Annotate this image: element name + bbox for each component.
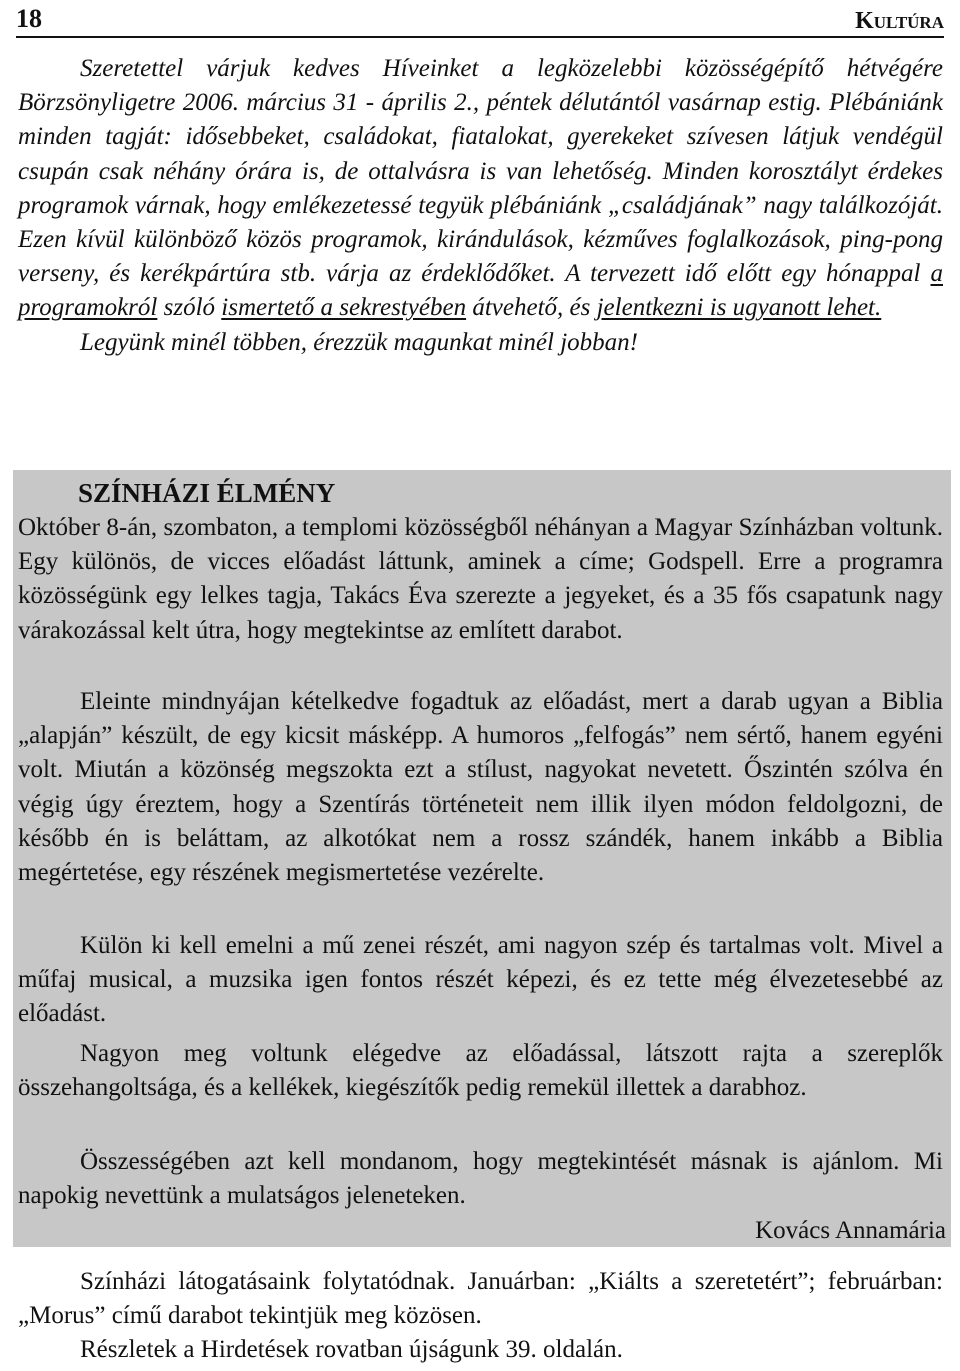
announcement-text-1: Szeretettel várjuk kedves Híveinket a legközelebbi közösségépítő hétvégére Börzsönyligetre 2006. március 31 - április 2., péntek délutántól vasárnap estig. Plébániánk minden tagját: idősebbeket, családokat, fiatalokat, gyerekeket szívesen látjuk vendégül csupán csak néhány órára is, de ottalvásra is van lehetőség. Minden korosztályt érdekes programok várnak, hogy emlékezetessé tegyük plébániánk „családjának” nagy találkozóját. Ezen kívül különböző közös programok, kirándulások, kézműves foglalkozások, ping-pong verseny, és kerékpártúra stb. várja az érdeklődőket. A tervezett idő előtt egy hónappal — [18, 55, 943, 288]
section-title-initial: K — [855, 8, 874, 34]
announcement-text-3: átvehető, és — [466, 294, 597, 322]
section-title — [855, 9, 944, 35]
page-number: 18 — [16, 4, 42, 33]
footer-paragraph: Színházi látogatásaink folytatódnak. Januárban: „Kiálts a szeretetért”; februárban: „Morus” című darabot tekintjük meg közösen. — [18, 1268, 943, 1330]
announcement-closing: Legyünk minél többen, érezzük magunkat minél jobban! — [80, 328, 638, 356]
author-signature: Kovács Annamária — [755, 1217, 946, 1244]
section-title-rest: ULTÚRA — [873, 13, 944, 32]
article-paragraph: Összességében azt kell mondanom, hogy megtekintését másnak is ajánlom. Mi napokig nevettünk a mulatságos jeleneteken. — [18, 1148, 943, 1210]
article-paragraph: Eleinte mindnyájan kételkedve fogadtuk az előadást, mert a darab ugyan a Biblia „alapján” készült, de egy kicsit másképp. A humoros „felfogás” nem sértő, hanem egyéni volt. Miután a közönség megszokta ezt a stílust, nagyokat nevetett. Őszintén szólva én végig úgy éreztem, hogy a Szentírás történeteit nem illik ilyen módon feldolgozni, de később én is beláttam, az alkotókat nem a rossz szándék, hanem inkább a Biblia megértetése, egy részének megismertetése vezérelte. — [18, 688, 943, 887]
sacristy-info-text: ismertető a sekrestyében — [221, 294, 467, 322]
article-paragraph: Külön ki kell emelni a mű zenei részét, ami nagyon szép és tartalmas volt. Mivel a műfaj musical, a muzsika igen fontos részét képezi, és ez tette még élvezetesebbé az előadást. — [18, 932, 943, 1028]
article-paragraph: Nagyon meg voltunk elégedve az előadással, látszott rajta a szereplők összehangoltsága, és a kellékek, kiegészítők pedig remekül illettek a darabhoz. — [18, 1040, 943, 1102]
footer-paragraph: Részletek a Hirdetések rovatban újságunk 39. oldalán. — [80, 1336, 623, 1363]
announcement-text-2: szóló — [157, 294, 222, 322]
article-title: SZÍNHÁZI ÉLMÉNY — [78, 478, 336, 508]
article-paragraph: Október 8-án, szombaton, a templomi közösségből néhányan a Magyar Színházban voltunk. Egy különös, de vicces előadást láttunk, aminek a címe; Godspell. Erre a programra közösségünk egy lelkes tagja, Takács Éva szerezte a jegyeket, és a 35 fős csapatunk nagy várakozással kelt útra, hogy megtekintse az említett darabot. — [18, 514, 943, 644]
page-header — [16, 0, 944, 38]
programs-link-text: a programokról — [18, 260, 943, 322]
retreat-announcement — [18, 52, 943, 360]
registration-text: jelentkezni is ugyanott lehet. — [596, 294, 882, 322]
